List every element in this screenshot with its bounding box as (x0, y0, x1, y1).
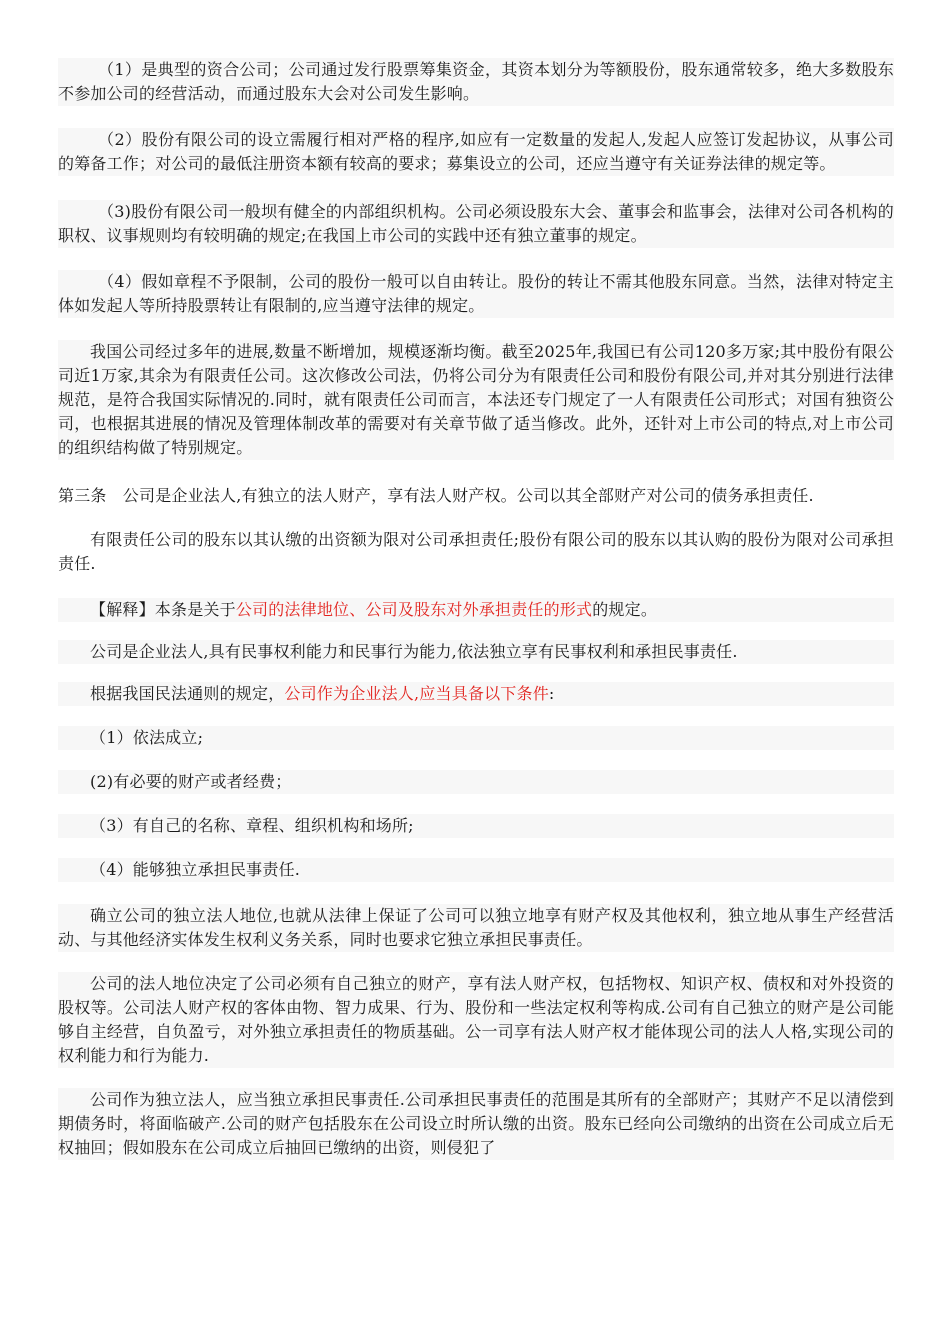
paragraph-item-4: （4）假如章程不予限制，公司的股份一般可以自由转让。股份的转让不需其他股东同意。当然，法律对特定主体如发起人等所持股票转让有限制的,应当遵守法律的规定。 (58, 270, 894, 318)
explanation-highlight: 公司的法律地位、公司及股东对外承担责任的形式 (235, 600, 593, 619)
document-page (58, 58, 894, 1160)
paragraph-company-growth: 我国公司经过多年的进展,数量不断增加，规模逐渐均衡。截至2025年,我国已有公司120多万家;其中股份有限公司近1万家,其余为有限责任公司。这次修改公司法，仍将公司分为有限责任公司和股份有限公司,并对其分别进行法律规范，是符合我国实际情况的.同时，就有限责任公司而言，本法还专门规定了一人有限责任公司形式；对国有独资公司，也根据其进展的情况及管理体制改革的需要对有关章节做了适当修改。此外，还针对上市公司的特点,对上市公司的组织结构做了特别规定。 (58, 340, 894, 460)
legal-person-definition: 公司是企业法人,具有民事权利能力和民事行为能力,依法独立享有民事权利和承担民事责任. (58, 640, 894, 664)
conditions-intro (58, 682, 894, 706)
paragraph-item-3: （3)股份有限公司一般坝有健全的内部组织机构。公司必须设股东大会、董事会和监事会，法律对公司各机构的职权、议事规则均有较明确的规定;在我国上市公司的实践中还有独立董事的规定。 (58, 200, 894, 248)
property-rights-paragraph: 公司的法人地位决定了公司必须有自己独立的财产，享有法人财产权，包括物权、知识产权、债权和对外投资的股权等。公司法人财产权的客体由物、智力成果、行为、股份和一些法定权利等构成.公司有自己独立的财产是公司能够自主经营，自负盈亏，对外独立承担责任的物质基础。公一司享有法人财产权才能体现公司的法人人格,实现公司的权利能力和行为能力. (58, 972, 894, 1068)
conditions-suffix: : (548, 684, 555, 703)
explanation-paragraph (58, 598, 894, 622)
explanation-suffix: 的规定。 (592, 600, 658, 619)
condition-item-1: （1）依法成立; (58, 726, 894, 750)
civil-liability-paragraph: 公司作为独立法人，应当独立承担民事责任.公司承担民事责任的范围是其所有的全部财产；其财产不足以清偿到期债务时，将面临破产.公司的财产包括股东在公司设立时所认缴的出资。股东已经向公司缴纳的出资在公司成立后无权抽回；假如股东在公司成立后抽回已缴纳的出资，则侵犯了 (58, 1088, 894, 1160)
paragraph-item-1: （1）是典型的资合公司；公司通过发行股票筹集资金，其资本划分为等额股份，股东通常较多，绝大多数股东不参加公司的经营活动，而通过股东大会对公司发生影响。 (58, 58, 894, 106)
article-three-liability: 有限责任公司的股东以其认缴的出资额为限对公司承担责任;股份有限公司的股东以其认购的股份为限对公司承担责任. (58, 530, 894, 573)
conditions-prefix: 根据我国民法通则的规定， (90, 684, 285, 703)
conditions-highlight: 公司作为企业法人,应当具备以下条件 (284, 684, 549, 703)
condition-item-3: （3）有自己的名称、章程、组织机构和场所; (58, 814, 894, 838)
condition-item-2: (2)有必要的财产或者经费； (58, 770, 894, 794)
paragraph-item-2: （2）股份有限公司的设立需履行相对严格的程序,如应有一定数量的发起人,发起人应签订发起协议，从事公司的筹备工作；对公司的最低注册资本额有较高的要求；募集设立的公司，还应当遵守有关证券法律的规定等。 (58, 128, 894, 176)
article-three-heading: 第三条 公司是企业法人,有独立的法人财产，享有法人财产权。公司以其全部财产对公司的债务承担责任. (58, 486, 814, 505)
condition-item-4: （4）能够独立承担民事责任. (58, 858, 894, 882)
independent-status-paragraph: 确立公司的独立法人地位,也就从法律上保证了公司可以独立地享有财产权及其他权利，独立地从事生产经营活动、与其他经济实体发生权利义务关系，同时也要求它独立承担民事责任。 (58, 904, 894, 952)
explanation-prefix: 【解释】本条是关于 (90, 600, 236, 619)
